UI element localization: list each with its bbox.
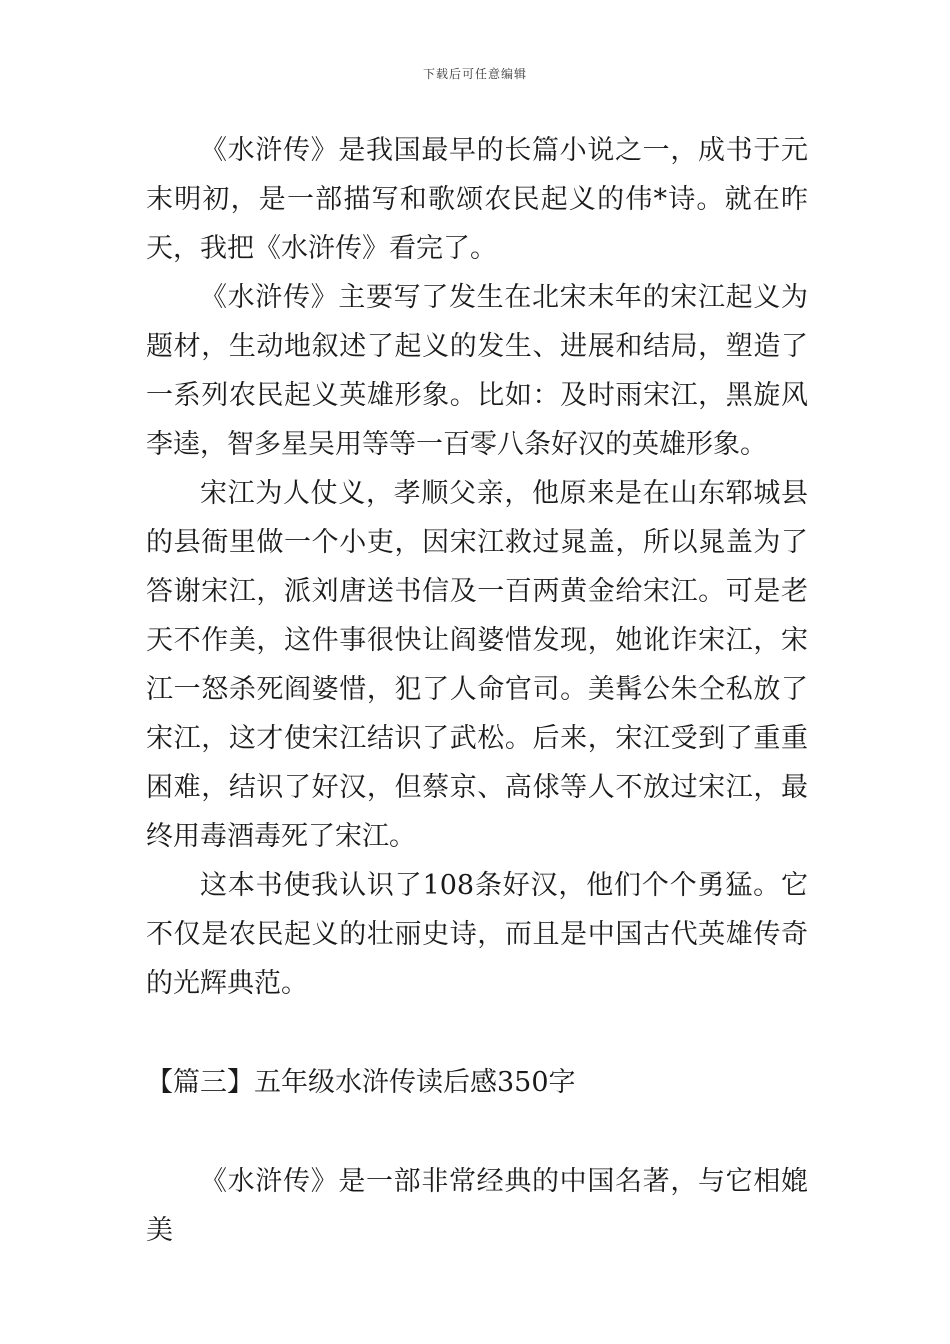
section-first-paragraph: 《水浒传》是一部非常经典的中国名著，与它相媲美: [146, 1166, 808, 1246]
section-heading: 【篇三】五年级水浒传读后感350字: [146, 1067, 576, 1098]
paragraph-conclusion: 这本书使我认识了108条好汉，他们个个勇猛。它不仅是农民起义的壮丽史诗，而且是中国古代英雄传奇的光辉典范。: [146, 870, 808, 999]
paragraph-summary: 《水浒传》主要写了发生在北宋末年的宋江起义为题材，生动地叙述了起义的发生、进展和结局，塑造了一系列农民起义英雄形象。比如：及时雨宋江，黑旋风李逵，智多星吴用等等一百零八条好汉的英雄形象。: [146, 282, 808, 460]
paragraph-intro: 《水浒传》是我国最早的长篇小说之一，成书于元末明初，是一部描写和歌颂农民起义的伟*诗。就在昨天，我把《水浒传》看完了。: [146, 135, 808, 264]
paragraph-song-jiang: 宋江为人仗义，孝顺父亲，他原来是在山东郓城县的县衙里做一个小吏，因宋江救过晁盖，所以晁盖为了答谢宋江，派刘唐送书信及一百两黄金给宋江。可是老天不作美，这件事很快让阎婆惜发现，她讹诈宋江，宋江一怒杀死阎婆惜，犯了人命官司。美髯公朱仝私放了宋江，这才使宋江结识了武松。后来，宋江受到了重重困难，结识了好汉，但蔡京、高俅等人不放过宋江，最终用毒酒毒死了宋江。: [146, 478, 808, 852]
document-body: [146, 126, 808, 1255]
page-header-note: 下载后可任意编辑: [422, 67, 527, 81]
